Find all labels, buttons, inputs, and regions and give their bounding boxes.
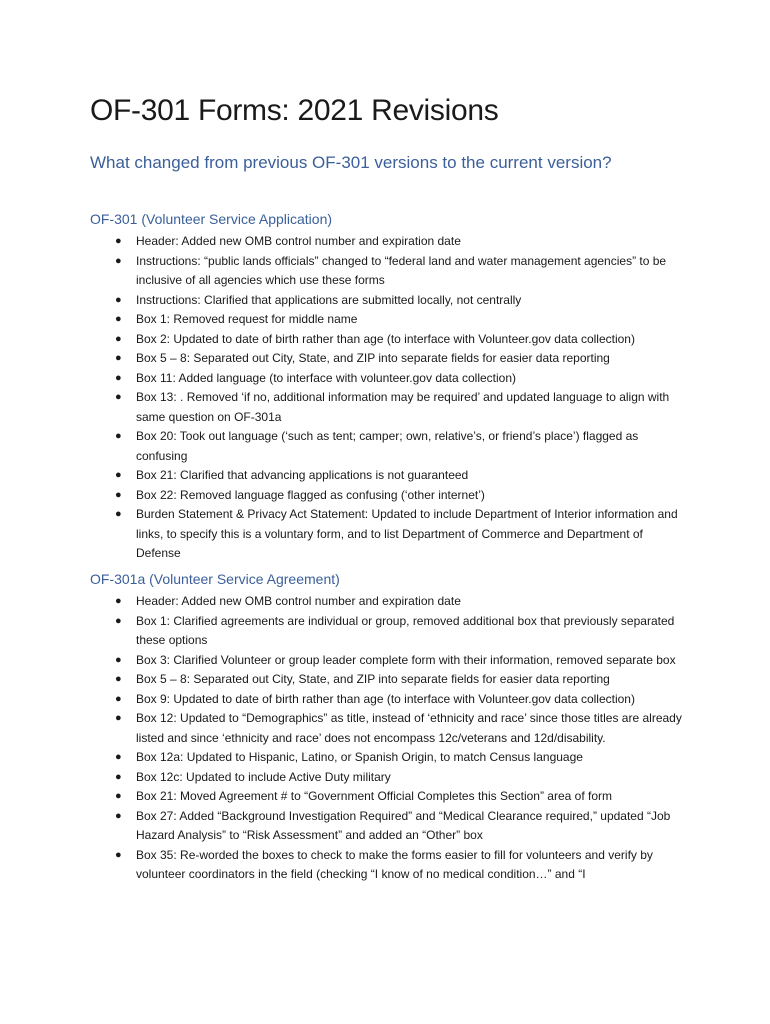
bullet-icon: ● xyxy=(115,848,122,861)
list-item-text: Box 27: Added “Background Investigation Required” and “Medical Clearance required,” updated “Job Hazard Analysis” to “Risk Assessment” and added an “Other” box xyxy=(136,808,671,842)
list-item xyxy=(90,690,690,710)
list-item-text: Burden Statement & Privacy Act Statement: Updated to include Department of Interior information and links, to specify this is a voluntary form, and to list Department of Commerce and Department of Defense xyxy=(136,507,678,560)
list-item xyxy=(90,846,690,885)
list-item xyxy=(90,505,690,564)
list-item-text: Box 35: Re-worded the boxes to check to make the forms easier to fill for volunteers and verify by volunteer coordinators in the field (checking “I know of no medical condition…” and “I xyxy=(136,847,653,881)
page-title: OF-301 Forms: 2021 Revisions xyxy=(90,94,499,127)
list-item xyxy=(90,787,690,807)
bullet-icon: ● xyxy=(115,352,122,364)
list-item-text: Box 12a: Updated to Hispanic, Latino, or Spanish Origin, to match Census language xyxy=(136,750,583,764)
list-item-text: Box 12c: Updated to include Active Duty military xyxy=(136,769,391,784)
list-item-text: Header: Added new OMB control number and expiration date xyxy=(136,234,461,248)
change-list xyxy=(90,232,690,564)
list-item-text: Box 11: Added language (to interface with volunteer.gov data collection) xyxy=(136,370,517,385)
bullet-icon: ● xyxy=(115,371,122,384)
section-heading: OF-301 (Volunteer Service Application) xyxy=(90,211,333,227)
bullet-icon: ● xyxy=(115,770,122,783)
list-item-text: Box 21: Clarified that advancing applications is not guaranteed xyxy=(136,468,469,482)
list-item xyxy=(90,651,690,671)
bullet-icon: ● xyxy=(115,790,122,802)
list-item xyxy=(90,232,690,252)
section-of-301 xyxy=(90,210,690,564)
bullet-icon: ● xyxy=(115,595,122,607)
bullet-icon: ● xyxy=(115,692,122,705)
list-item xyxy=(90,592,690,612)
list-item-text: Box 9: Updated to date of birth rather than age (to interface with Volunteer.gov data collection) xyxy=(136,691,635,706)
bullet-icon: ● xyxy=(115,614,122,627)
list-item-text: Box 1: Removed request for middle name xyxy=(136,312,358,326)
list-item xyxy=(90,466,690,486)
list-item xyxy=(90,709,690,748)
bullet-icon: ● xyxy=(115,469,122,481)
list-item xyxy=(90,291,690,311)
list-item-text: Box 5 – 8: Separated out City, State, and ZIP into separate fields for easier data reporting xyxy=(136,351,610,365)
list-item xyxy=(90,748,690,768)
bullet-icon: ● xyxy=(115,430,122,442)
list-item-text: Instructions: “public lands officials” changed to “federal land and water management agencies” to be inclusive of all agencies which use these forms xyxy=(136,253,667,287)
list-item-text: Box 21: Moved Agreement # to “Government Official Completes this Section” area of form xyxy=(136,789,612,803)
list-item xyxy=(90,670,690,690)
list-item xyxy=(90,807,690,846)
list-item xyxy=(90,330,690,350)
section-of-301a xyxy=(90,570,690,885)
list-item-text: Box 20: Took out language (‘such as tent; camper; own, relative’s, or friend’s place’) flagged as confusing xyxy=(136,429,639,463)
bullet-icon: ● xyxy=(115,712,122,724)
list-item-text: Box 1: Clarified agreements are individual or group, removed additional box that previously separated these options xyxy=(136,613,675,647)
bullet-icon: ● xyxy=(115,488,122,501)
bullet-icon: ● xyxy=(115,254,122,267)
section-heading: OF-301a (Volunteer Service Agreement) xyxy=(90,571,340,587)
bullet-icon: ● xyxy=(115,313,122,325)
bullet-icon: ● xyxy=(115,508,122,520)
list-item-text: Header: Added new OMB control number and expiration date xyxy=(136,594,461,608)
bullet-icon: ● xyxy=(115,391,122,403)
bullet-icon: ● xyxy=(115,293,122,306)
list-item xyxy=(90,388,690,427)
bullet-icon: ● xyxy=(115,235,122,247)
list-item-text: Box 2: Updated to date of birth rather than age (to interface with Volunteer.gov data collection) xyxy=(136,331,635,346)
list-item xyxy=(90,310,690,330)
list-item-text: Box 5 – 8: Separated out City, State, and ZIP into separate fields for easier data reporting xyxy=(136,672,610,686)
list-item-text: Box 13: . Removed ‘if no, additional information may be required’ and updated language to align with same question on OF-301a xyxy=(136,390,670,424)
bullet-icon: ● xyxy=(115,809,122,822)
bullet-icon: ● xyxy=(115,332,122,345)
list-item-text: Box 3: Clarified Volunteer or group leader complete form with their information, removed separate box xyxy=(136,652,676,667)
bullet-icon: ● xyxy=(115,673,122,685)
list-item xyxy=(90,369,690,389)
bullet-icon: ● xyxy=(115,653,122,666)
list-item-text: Box 12: Updated to “Demographics” as title, instead of ‘ethnicity and race’ since those titles are already listed and since ‘ethnicity and race’ does not encompass 12c/veterans and 12d/disability. xyxy=(136,711,682,745)
page-subtitle: What changed from previous OF-301 versions to the current version? xyxy=(90,153,612,172)
list-item xyxy=(90,427,690,466)
change-list xyxy=(90,592,690,885)
list-item xyxy=(90,768,690,788)
list-item xyxy=(90,612,690,651)
list-item xyxy=(90,252,690,291)
list-item-text: Instructions: Clarified that applications are submitted locally, not centrally xyxy=(136,292,522,307)
bullet-icon: ● xyxy=(115,751,122,763)
list-item xyxy=(90,349,690,369)
list-item-text: Box 22: Removed language flagged as confusing (‘other internet’) xyxy=(136,487,485,502)
list-item xyxy=(90,486,690,506)
